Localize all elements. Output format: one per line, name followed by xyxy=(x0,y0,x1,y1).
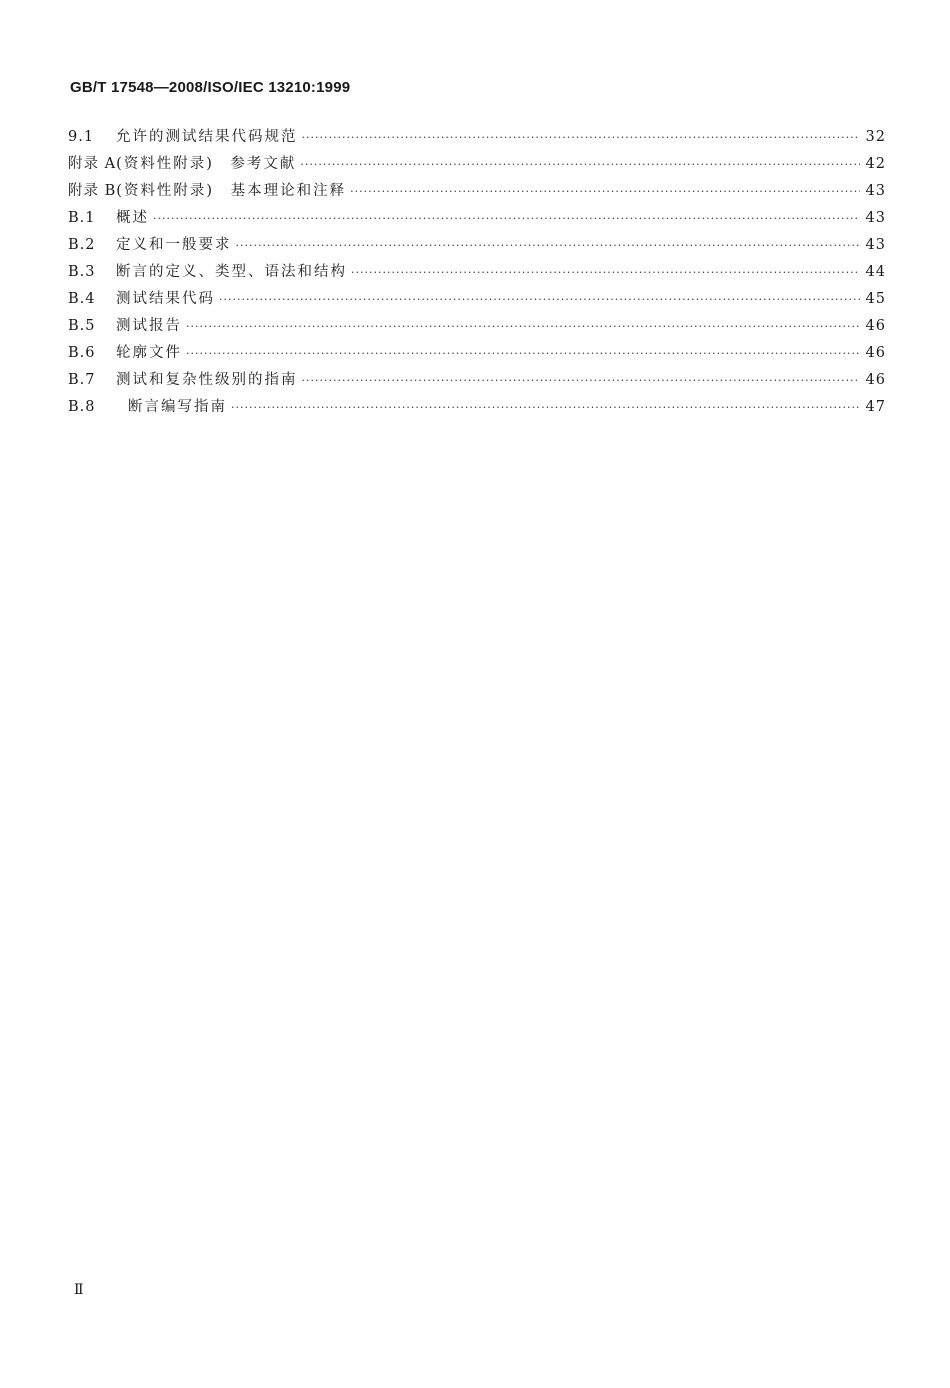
toc-entry-number: 9.1 xyxy=(68,129,95,145)
toc-dot-leader xyxy=(153,205,860,232)
toc-entry-page: 32 xyxy=(865,129,886,145)
toc-dot-leader xyxy=(351,259,860,286)
toc-entry-page: 47 xyxy=(865,399,886,415)
toc-entry-9-1[interactable] xyxy=(68,124,886,151)
toc-dot-leader xyxy=(219,286,860,313)
toc-entry-title: 允许的测试结果代码规范 xyxy=(116,129,298,145)
toc-entry-page: 43 xyxy=(865,210,886,226)
toc-entry-b-4[interactable] xyxy=(68,286,886,313)
toc-entry-title: (资料性附录) 参考文献 xyxy=(116,156,297,172)
page-number: Ⅱ xyxy=(74,1282,84,1298)
toc-entry-page: 45 xyxy=(865,291,886,307)
table-of-contents xyxy=(68,124,886,421)
toc-entry-number: 附录 B xyxy=(68,183,117,199)
toc-entry-page: 46 xyxy=(865,345,886,361)
toc-entry-title: 概述 xyxy=(116,210,149,226)
toc-dot-leader xyxy=(350,178,859,205)
toc-entry-title: (资料性附录) 基本理论和注释 xyxy=(116,183,347,199)
toc-entry-page: 42 xyxy=(865,156,886,172)
toc-entry-b-5[interactable] xyxy=(68,313,886,340)
toc-entry-page: 43 xyxy=(865,183,886,199)
toc-entry-appendix-a[interactable] xyxy=(68,151,886,178)
toc-dot-leader xyxy=(236,232,860,259)
toc-entry-number: B.4 xyxy=(68,291,96,307)
toc-entry-page: 43 xyxy=(865,237,886,253)
toc-entry-page: 44 xyxy=(865,264,886,280)
toc-entry-title: 测试结果代码 xyxy=(116,291,215,307)
toc-entry-title: 测试和复杂性级别的指南 xyxy=(116,372,298,388)
toc-entry-number: B.3 xyxy=(68,264,96,280)
toc-entry-number: B.6 xyxy=(68,345,96,361)
toc-entry-number: B.5 xyxy=(68,318,96,334)
toc-dot-leader xyxy=(300,151,859,178)
toc-entry-number: B.8 xyxy=(68,399,96,415)
toc-dot-leader xyxy=(186,340,860,367)
toc-entry-title: 轮廓文件 xyxy=(116,345,182,361)
toc-entry-number: 附录 A xyxy=(68,156,117,172)
toc-entry-page: 46 xyxy=(865,318,886,334)
toc-entry-b-8[interactable] xyxy=(68,394,886,421)
toc-entry-title: 断言的定义、类型、语法和结构 xyxy=(116,264,347,280)
toc-dot-leader xyxy=(186,313,860,340)
toc-dot-leader xyxy=(302,367,860,394)
toc-entry-title: 断言编写指南 xyxy=(128,399,227,415)
toc-entry-b-2[interactable] xyxy=(68,232,886,259)
toc-entry-number: B.2 xyxy=(68,237,96,253)
toc-dot-leader xyxy=(302,124,860,151)
toc-entry-b-1[interactable] xyxy=(68,205,886,232)
document-standard-id: GB/T 17548—2008/ISO/IEC 13210:1999 xyxy=(70,79,351,96)
toc-dot-leader xyxy=(231,394,860,421)
toc-entry-title: 测试报告 xyxy=(116,318,182,334)
toc-entry-number: B.1 xyxy=(68,210,96,226)
toc-entry-title: 定义和一般要求 xyxy=(116,237,232,253)
toc-entry-appendix-b[interactable] xyxy=(68,178,886,205)
toc-entry-b-3[interactable] xyxy=(68,259,886,286)
toc-entry-page: 46 xyxy=(865,372,886,388)
toc-entry-b-7[interactable] xyxy=(68,367,886,394)
toc-entry-b-6[interactable] xyxy=(68,340,886,367)
toc-entry-number: B.7 xyxy=(68,372,96,388)
